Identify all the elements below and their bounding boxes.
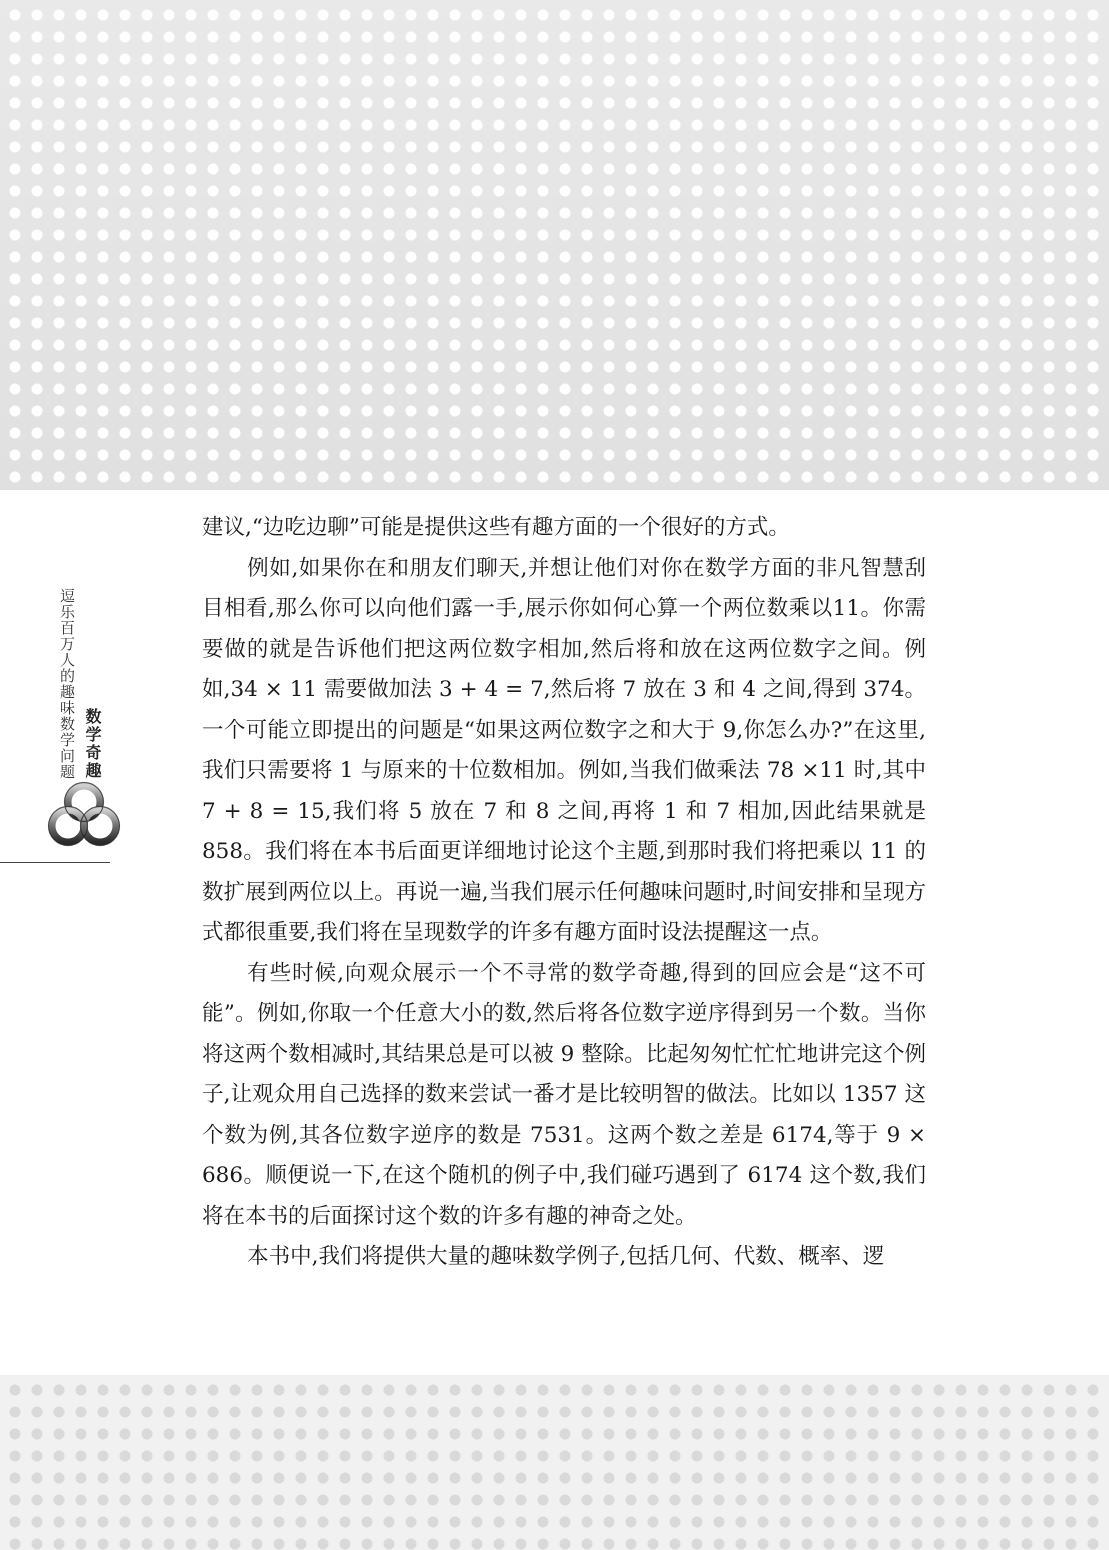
sidebar-divider [0, 862, 110, 863]
series-title: 逗乐百万人的趣味数学问题 [58, 588, 76, 780]
paragraph: 本书中,我们将提供大量的趣味数学例子,包括几何、代数、概率、逻 [247, 1244, 885, 1269]
header-pattern [0, 0, 1109, 490]
body-text [202, 508, 926, 1278]
paragraph: 例如,如果你在和朋友们聊天,并想让他们对你在数学方面的非凡智慧刮目相看,那么你可以向他们露一手,展示你如何心算一个两位数乘以11。你需要做的就是告诉他们把这两位数字相加,然后将和放在这两位数字之间。例如,34 × 11 需要做加法 3 + 4 = 7,然后将 7 放在 3 和 4 之间,得到 374。一个可能立即提出的问题是“如果这两位数字之和大于 9,你怎么办?”在这里,我们只需要将 1 与原来的十位数相加。例如,当我们做乘法 78 ×11 时,其中 7 + 8 = 15,我们将 5 放在 7 和 8 之间,再将 1 和 7 相加,因此结果就是 858。我们将在本书后面更详细地讨论这个主题,到那时我们将把乘以 11 的数扩展到两位以上。再说一遍,当我们展示任何趣味问题时,时间安排和呈现方式都很重要,我们将在呈现数学的许多有趣方面时设法提醒这一点。 [202, 555, 926, 945]
footer-pattern [0, 1375, 1109, 1550]
book-title: 数学奇趣 [83, 708, 102, 780]
paragraph: 建议,“边吃边聊”可能是提供这些有趣方面的一个很好的方式。 [202, 515, 790, 540]
paragraph: 有些时候,向观众展示一个不寻常的数学奇趣,得到的回应会是“这不可能”。例如,你取一个任意大小的数,然后将各位数字逆序得到另一个数。当你将这两个数相减时,其结果总是可以被 9 整除。比起匆匆忙忙忙地讲完这个例子,让观众用自己选择的数来尝试一番才是比较明智的做法。比如以 1357 这个数为例,其各位数字逆序的数是 7531。这两个数之差是 6174,等于 9 × 686。顺便说一下,在这个随机的例子中,我们碰巧遇到了 6174 这个数,我们将在本书的后面探讨这个数的许多有趣的神奇之处。 [202, 960, 926, 1229]
trefoil-knot-logo [46, 778, 122, 850]
